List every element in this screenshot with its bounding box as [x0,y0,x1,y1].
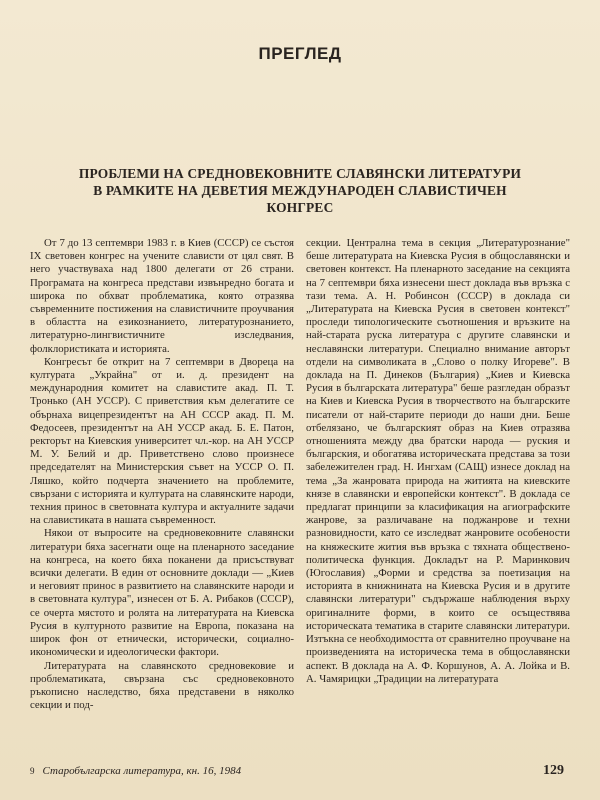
section-title: ПРЕГЛЕД [258,44,342,63]
article-headline [40,165,560,216]
paragraph: Някои от въпросите на средновековните славянски литератури бяха засегнати още на пленарното заседание на конгреса, на което бяха поканени да присъствуват всички делегати. В един от основните доклади — „Киев и неговият принос в развитието на славянските народи и в световната култура", изнесен от Б. А. Рибаков (СССР), се очерта мястото и ролята на литературата на Киевска Русия в културното развитие на Европа, показана на широк фон от етнически, исторически, социално-икономически и идеологически фактори. [30,527,294,659]
headline-line: КОНГРЕС [266,200,334,215]
paragraph: Конгресът бе открит на 7 септември в Двореца на културата „Украйна" от и. д. президент на международния комитет на славистите акад. П. Т. Тронько (АН УССР). С приветствия към делегатите се обърнаха вицепрезидентът на АН СССР акад. П. М. Федосеев, президентът на АН УССР акад. Б. Е. Патон, ректорът на Киевския университет чл.-кор. на АН УССР М. У. Белий и др. Приветствено слово произнесе председателят на Министерския съвет на УССР О. П. Ляшко, който подчерта значението на проблемите, свързани с историята и културата на славянските народи, техния принос в световната култура и актуалните задачи на славистиката в нашата съвременност. [30,355,294,527]
left-column [30,237,294,755]
article-body [30,237,570,755]
right-column [306,237,570,755]
headline-line: ПРОБЛЕМИ НА СРЕДНОВЕКОВНИТЕ СЛАВЯНСКИ ЛИТЕРАТУРИ [78,166,522,181]
page-number: 129 [543,763,564,778]
journal-citation: Старобългарска литература, кн. 16, 1984 [42,765,242,777]
paragraph: секции. Централна тема в секция „Литературознание" беше литературата на Киевска Русия в общославянски и световен контекст. На пленарното заседание на секцията на 7 септември бяха изнесени шест доклада във връзка с тази тема. А. Н. Робинсон (СССР) в доклада си „Литературата на Киевска Русия в световен контекст" проследи типологическите съотношения и връзките на най-старата руска литература с другите славянски и неславянски литератури. Специално внимание авторът отдели на символиката в „Слово о полку Игореве". В доклада на П. Динеков (България) „Киев и Киевска Русия в българската литература" беше разгледан образът на Киев и Киевска Русия в творчеството на българските писатели от най-старите периоди до наши дни. Беше отбелязано, че българският образ на Киев отразява отношенията между два братски народа — руския и българския, и обогатява историческата представа за този забележителен град. Н. Ингхам (САЩ) изнесе доклад на тема „За жанровата природа на житията на киевските князе в славянски и европейски контекст". В доклада се предлагат принципи за класификация на агиографските жанрове, за различаване на поджанрове и техни разновидности, като се изследват жанровите особености на княжеските жития във връзка с тяхната обществено-политическа функция. Докладът на Р. Маринкович (Югославия) „Форми и средства за поетизация на историята в книжнината на Киевска Русия и в другите славянски литератури" съдържаше наблюдения върху оригиналните форми, в които се осъществява историческата тематика в старите славянски литератури. Изтъкна се необходимостта от сравнително проучване на произведенията на историческа тема в общославянски аспект. В доклада на А. Ф. Коршунов, А. А. Лойка и В. А. Чамярицки „Традиции на литературата [306,237,570,685]
page-footer [30,765,570,781]
journal-reference [30,765,241,777]
paragraph: От 7 до 13 септември 1983 г. в Киев (СССР) се състоя IX световен конгрес на учените слависти от цял свят. В него участвуваха над 1800 делегати от 26 страни. Програмата на конгреса представи извънредно богата и широка по обхват проблематика, която отразява съвременните постижения на славистичните проучвания в областта на езикознанието, литературознанието, литературно-лингвистичните изследвания, фолклористиката и историята. [30,237,294,355]
paragraph: Литературата на славянското средновековие и проблематиката, свързана със средновековното ръкописно наследство, бяха представени в няколко секции и под- [30,659,294,712]
headline-line: В РАМКИТЕ НА ДЕВЕТИЯ МЕЖДУНАРОДЕН СЛАВИСТИЧЕН [93,183,507,198]
footer-marker: 9 [30,766,35,776]
